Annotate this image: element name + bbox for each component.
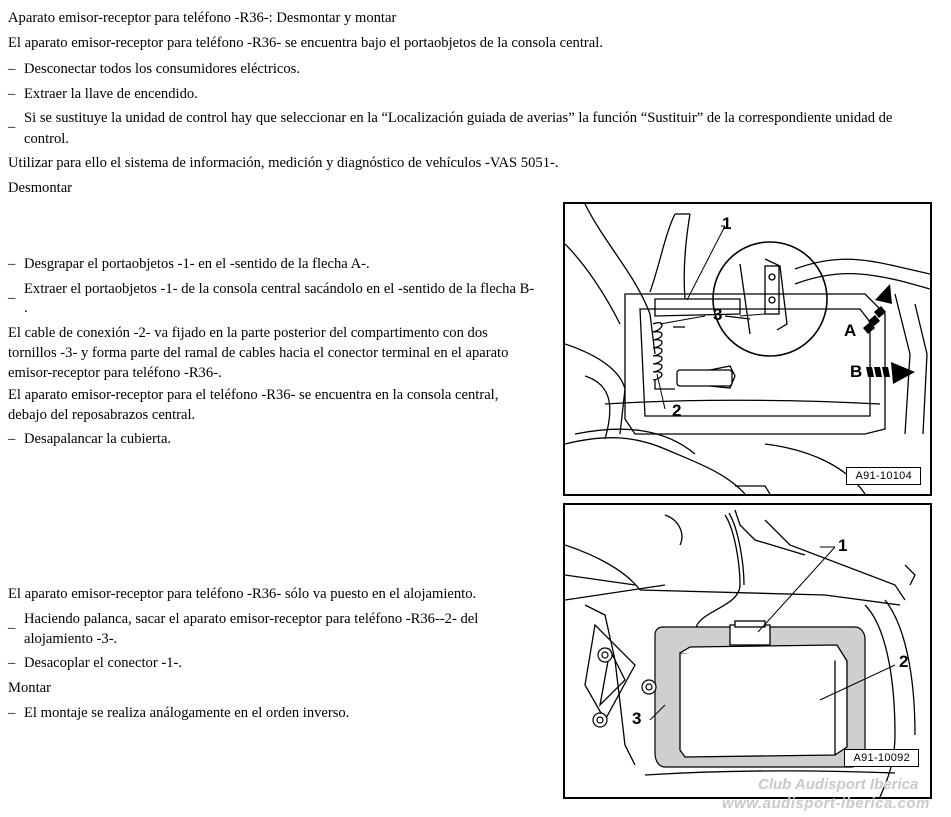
note-line: debajo del reposabrazos central. — [8, 407, 196, 423]
callout-2: 2 — [672, 401, 682, 420]
housing-note: El aparato emisor-receptor para teléfono -R36- sólo va puesto en el alojamiento. — [8, 586, 477, 602]
step-text: Desacoplar el conector -1-. — [24, 655, 183, 671]
bullet-dash: _ — [8, 615, 16, 631]
arrow-label-b: B — [850, 362, 863, 381]
step-text: Desgrapar el portaobjetos -1- en el -sentido de la flecha A-. — [24, 256, 370, 272]
callout-2: 2 — [899, 652, 909, 671]
bullet-dash: – — [8, 655, 16, 671]
step-text: El montaje se realiza análogamente en el orden inverso. — [24, 705, 350, 721]
figure-code: A91-10092 — [844, 749, 919, 767]
bullet-dash: _ — [8, 285, 16, 301]
callout-3: 3 — [632, 709, 642, 728]
step-text-cont: control. — [24, 131, 69, 147]
section-heading-montar: Montar — [8, 680, 51, 696]
console-illustration — [565, 204, 930, 494]
bullet-dash: – — [8, 705, 16, 721]
cable-note — [8, 323, 508, 383]
step-text: Desconectar todos los consumidores eléctricos. — [24, 61, 300, 77]
step-text: Si se sustituye la unidad de control hay que seleccionar en la “Localización guiada de averias” la función “Sustituir” de la correspondiente unidad de — [24, 110, 893, 126]
callout-3: 3 — [713, 305, 723, 324]
step-text: Desapalancar la cubierta. — [24, 431, 172, 447]
section-heading-desmontar: Desmontar — [8, 180, 73, 196]
intro-paragraph: El aparato emisor-receptor para teléfono -R36- se encuentra bajo el portaobjetos de la consola central. — [8, 35, 603, 51]
note-line: El aparato emisor-receptor para el teléfono -R36- se encuentra en la consola central, — [8, 387, 499, 403]
step-text-cont: . — [24, 300, 28, 316]
figure-phone-unit — [563, 503, 932, 799]
console-note — [8, 385, 498, 425]
arrow-label-a: A — [844, 321, 857, 340]
bullet-dash: – — [8, 86, 16, 102]
step-text-cont: alojamiento -3-. — [24, 631, 118, 647]
bullet-dash: _ — [8, 114, 16, 130]
figure-console-removal — [563, 202, 932, 496]
step-text: Extraer la llave de encendido. — [24, 86, 198, 102]
watermark-title: Club Audisport Iberica — [758, 776, 919, 793]
callout-1: 1 — [838, 536, 848, 555]
note-line: tornillos -3- y forma parte del ramal de cables hacia el conector terminal en el aparato — [8, 345, 509, 361]
bullet-dash: – — [8, 61, 16, 77]
watermark-url: www.audisport-iberica.com — [722, 795, 930, 812]
note-line: emisor-receptor para teléfono -R36-. — [8, 365, 222, 381]
figure-code: A91-10104 — [846, 467, 921, 485]
bullet-dash: – — [8, 431, 16, 447]
step-text: Haciendo palanca, sacar el aparato emisor-receptor para teléfono -R36--2- del — [24, 611, 479, 627]
page-title: Aparato emisor-receptor para teléfono -R36-: Desmontar y montar — [8, 10, 397, 26]
bullet-dash: – — [8, 256, 16, 272]
vas-note: Utilizar para ello el sistema de información, medición y diagnóstico de vehículos -VAS 5051-. — [8, 155, 559, 171]
callout-1: 1 — [722, 214, 732, 233]
note-line: El cable de conexión -2- va fijado en la parte posterior del compartimento con dos — [8, 325, 488, 341]
step-text: Extraer el portaobjetos -1- de la consola central sacándolo en el -sentido de la flecha B- — [24, 281, 535, 297]
